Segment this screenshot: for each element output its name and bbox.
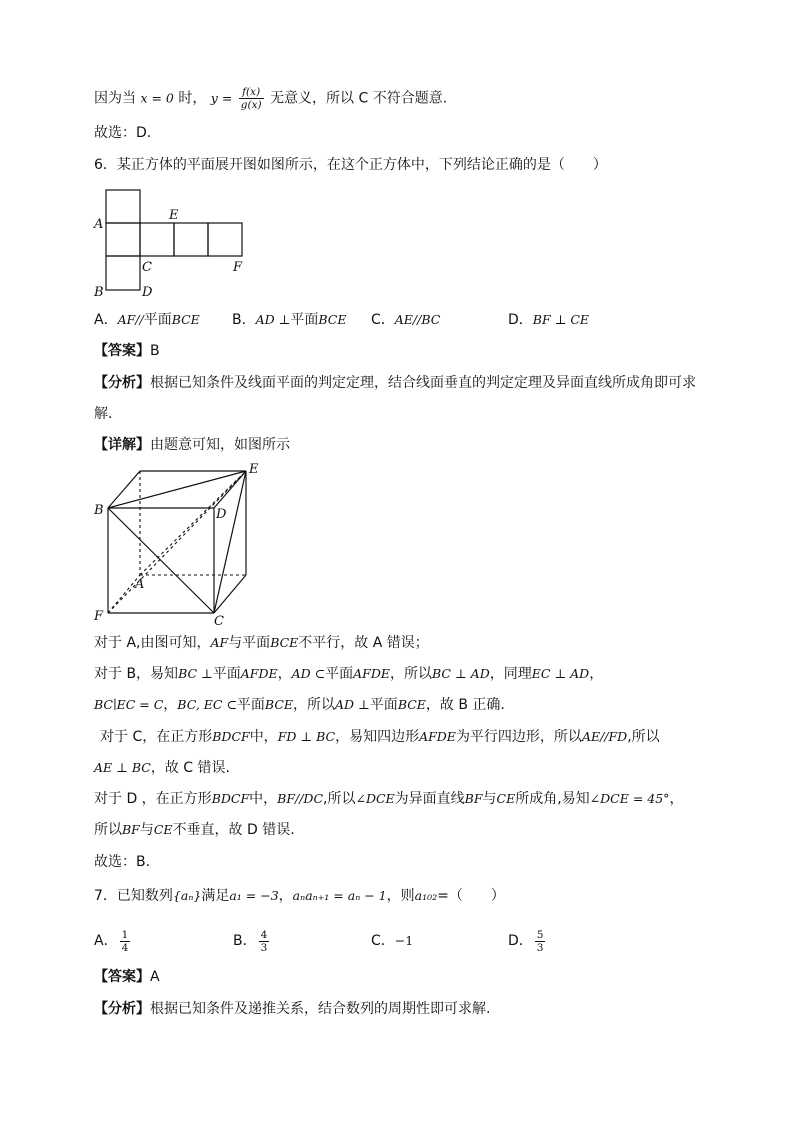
- q6-option-c: C．AE//BC: [371, 312, 441, 328]
- cube-label-f: F: [94, 609, 104, 624]
- net-label-c: C: [142, 260, 152, 275]
- q6-choice: 故选：B.: [94, 854, 151, 870]
- cube-net-figure: [90, 182, 260, 300]
- cube-label-e: E: [249, 462, 259, 477]
- cube-label-c: C: [214, 614, 224, 628]
- q6-stem: 6．某正方体的平面展开图如图所示，在这个正方体中，下列结论正确的是（ ）: [94, 157, 607, 173]
- q6-option-b: B．AD ⊥平面BCE: [232, 312, 347, 328]
- q6-detail-d: 对于 D ，在正方形BDCF中，BF//DC,所以∠DCE为异面直线BF与CE所成角,易知∠DCE = 45°，: [94, 791, 684, 807]
- q7-option-a: A． $\frac{1}{4}$: [94, 928, 129, 954]
- q6-detail-c-cont: AE ⊥ BC，故 C 错误.: [94, 760, 230, 776]
- fraction-fx-gx: $\frac{f(x)}{g(x)}$: [240, 86, 262, 111]
- cube-figure: [90, 458, 270, 628]
- q7-option-d: D． $\frac{5}{3}$: [508, 928, 544, 954]
- q7-options: [94, 926, 547, 956]
- q6-analysis: 【分析】根据已知条件及线面平面的判定定理，结合线面垂直的判定定理及异面直线所成角即可求: [94, 375, 696, 391]
- q6-detail-d-cont: 所以BF与CE不垂直，故 D 错误.: [94, 822, 295, 838]
- q7-option-c: C．−1: [371, 933, 414, 949]
- cube-label-b: B: [94, 503, 104, 518]
- q6-answer: 【答案】B: [94, 343, 160, 359]
- net-label-f: F: [233, 260, 243, 275]
- q6-detail-c: 对于 C，在正方形BDCF中，FD ⊥ BC，易知四边形AFDE为平行四边形，所以AE//FD,所以: [100, 729, 660, 745]
- net-label-a: A: [94, 217, 104, 232]
- q7-answer: 【答案】A: [94, 969, 160, 985]
- q6-analysis-cont: 解.: [94, 406, 113, 422]
- q6-detail-b: 对于 B，易知BC ⊥平面AFDE，AD ⊂平面AFDE，所以BC ⊥ AD，同理EC ⊥ AD，: [94, 666, 604, 682]
- q6-options: [94, 310, 589, 330]
- q7-option-b: B． $\frac{4}{3}$: [233, 928, 268, 954]
- net-label-b: B: [94, 285, 104, 300]
- net-label-d: D: [142, 285, 153, 300]
- q6-detail-intro: 【详解】由题意可知，如图所示: [94, 437, 290, 453]
- prev-conclusion-line: 因为当 x = 0 时， y = $\frac{f(x)}{g(x)}$ 无意义，所以 C 不符合题意.: [94, 86, 448, 111]
- cube-label-a: A: [135, 577, 145, 592]
- q6-detail-a: 对于 A,由图可知，AF与平面BCE不平行，故 A 错误；: [94, 635, 429, 651]
- q7-stem: 7．已知数列{aₙ}满足a₁ = −3，aₙaₙ₊₁ = aₙ − 1，则a₁₀₂=（ ）: [94, 888, 505, 904]
- cube-label-d: D: [216, 507, 227, 522]
- q6-detail-b-cont: BC∣EC = C，BC, EC ⊂平面BCE，所以AD ⊥平面BCE，故 B 正确.: [94, 697, 505, 713]
- q6-option-d: D．BF ⊥ CE: [508, 312, 590, 328]
- q6-option-a: A．AF//平面BCE: [94, 312, 200, 328]
- net-label-e: E: [169, 208, 179, 223]
- prev-choice: 故选：D.: [94, 125, 152, 141]
- q7-analysis: 【分析】根据已知条件及递推关系，结合数列的周期性即可求解.: [94, 1001, 491, 1017]
